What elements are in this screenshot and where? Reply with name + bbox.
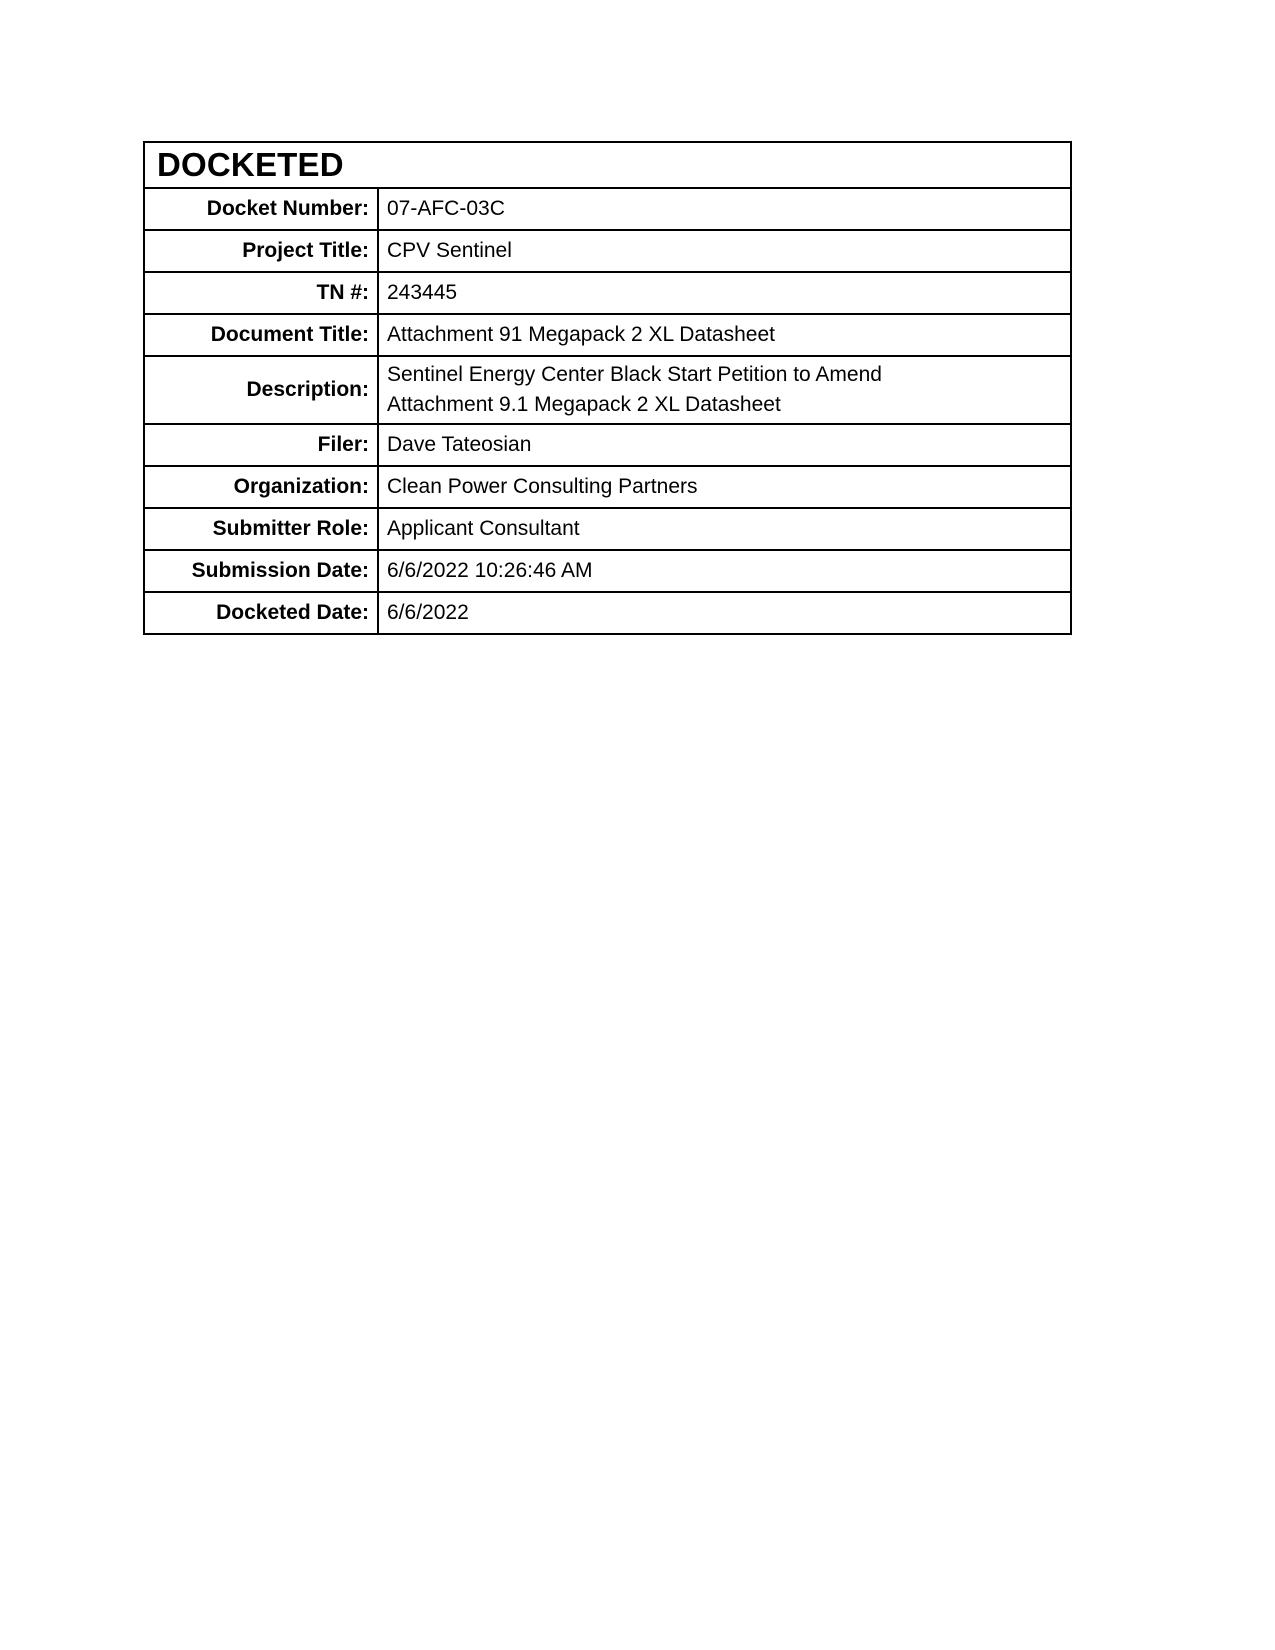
table-row-docketed-header <box>144 142 1071 188</box>
value-text: Attachment 91 Megapack 2 XL Datasheet <box>387 323 775 346</box>
table-row-description <box>144 356 1071 424</box>
label-submitter-role <box>144 508 378 550</box>
table-row-filer <box>144 424 1071 466</box>
value-description <box>378 356 1071 424</box>
value-text: Dave Tateosian <box>387 433 532 456</box>
label-organization <box>144 466 378 508</box>
value-document-title <box>378 314 1071 356</box>
value-text: Clean Power Consulting Partners <box>387 475 698 498</box>
label-text: Filer: <box>317 433 369 456</box>
description-line-2: Attachment 9.1 Megapack 2 XL Datasheet <box>387 393 781 416</box>
value-text: 243445 <box>387 281 458 304</box>
label-submission-date <box>144 550 378 592</box>
value-docket-number <box>378 188 1071 230</box>
docket-metadata-table <box>143 141 1072 635</box>
label-text: Organization: <box>233 475 369 498</box>
table-row-docketed-date <box>144 592 1071 634</box>
table-row-project-title <box>144 230 1071 272</box>
label-project-title <box>144 230 378 272</box>
label-docketed-date <box>144 592 378 634</box>
label-text: Project Title: <box>242 239 369 262</box>
value-text: 07-AFC-03C <box>387 197 505 220</box>
value-tn-number <box>378 272 1071 314</box>
label-text: Document Title: <box>210 323 369 346</box>
label-text: Docket Number: <box>206 197 369 220</box>
label-document-title <box>144 314 378 356</box>
label-description <box>144 356 378 424</box>
table-row-docket-number <box>144 188 1071 230</box>
value-submitter-role <box>378 508 1071 550</box>
value-text: 6/6/2022 10:26:46 AM <box>387 559 593 582</box>
value-text: Applicant Consultant <box>387 517 580 540</box>
value-submission-date <box>378 550 1071 592</box>
value-text: CPV Sentinel <box>387 239 512 262</box>
page-title: DOCKETED <box>157 146 344 183</box>
value-docketed-date <box>378 592 1071 634</box>
docketed-header-cell <box>144 142 1071 188</box>
label-text: Description: <box>246 378 369 401</box>
label-filer <box>144 424 378 466</box>
table-row-organization <box>144 466 1071 508</box>
value-text: 6/6/2022 <box>387 601 469 624</box>
description-line-1: Sentinel Energy Center Black Start Petition to Amend <box>387 363 882 386</box>
table-row-tn-number <box>144 272 1071 314</box>
value-organization <box>378 466 1071 508</box>
value-project-title <box>378 230 1071 272</box>
label-text: Docketed Date: <box>216 601 369 624</box>
docket-table-body <box>144 142 1071 634</box>
label-text: Submission Date: <box>191 559 369 582</box>
label-tn-number <box>144 272 378 314</box>
table-row-document-title <box>144 314 1071 356</box>
table-row-submission-date <box>144 550 1071 592</box>
label-docket-number <box>144 188 378 230</box>
label-text: Submitter Role: <box>212 517 369 540</box>
table-row-submitter-role <box>144 508 1071 550</box>
label-text: TN #: <box>316 281 369 304</box>
value-filer <box>378 424 1071 466</box>
